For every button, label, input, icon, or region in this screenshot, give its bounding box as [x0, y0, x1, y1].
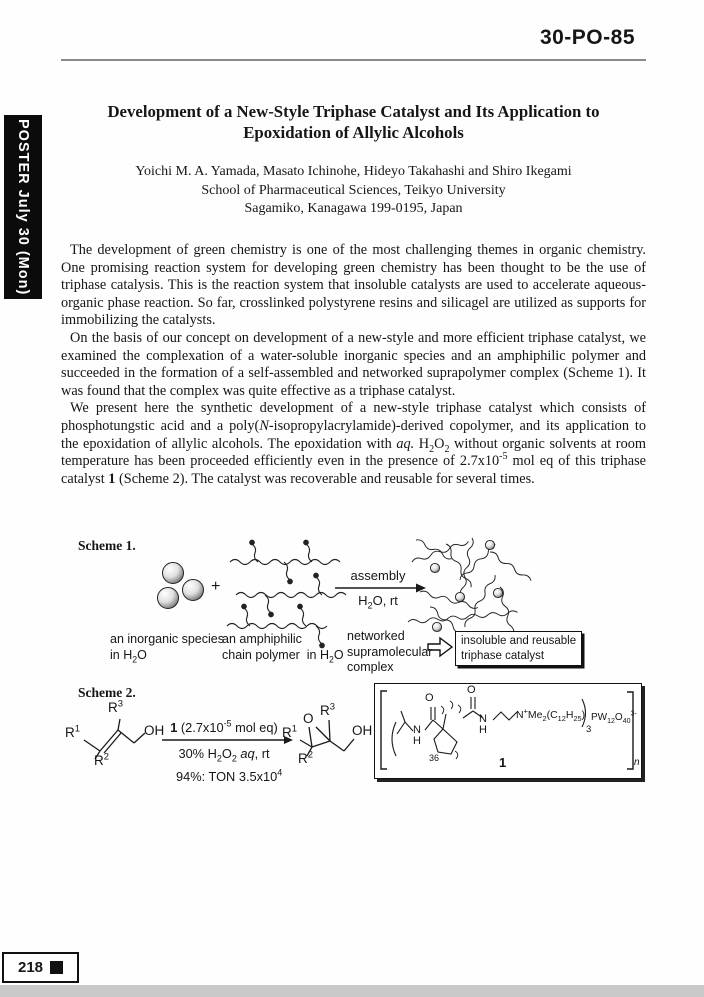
scheme-2 — [60, 683, 645, 823]
abstract-body — [61, 242, 646, 488]
page-number-square-icon — [50, 961, 63, 974]
affiliation-line-1: School of Pharmaceutical Sciences, Teikyo University — [201, 182, 506, 198]
bracket-subscript-n: n — [634, 757, 640, 768]
substrate-r3-label: $R^3$ — [108, 698, 123, 715]
amide-n2-label: N — [479, 713, 487, 725]
substrate-r2-label: $R^2$ — [94, 751, 109, 768]
author-block — [61, 163, 646, 219]
page-number: 218 — [17, 959, 44, 976]
caption-amphiphilic-polymer: an amphiphilic chain polymer in $H_2O$ — [222, 632, 344, 664]
yield-ton-label: 94%: TON $3.5x10^4$ — [176, 767, 283, 784]
product-r1-label: $R^1$ — [282, 723, 297, 740]
caption-networked-complex: networked supramolecular complex — [347, 629, 433, 674]
scheme-1-label: Scheme 1. — [78, 538, 136, 553]
poster-session-tab — [4, 115, 42, 299]
reagent-label: 1 ($2.7x10^{-5}$ mol eq) — [170, 718, 278, 735]
product-r2-label: $R^2$ — [298, 749, 313, 766]
poster-session-label: POSTER July 30 (Mon) — [15, 118, 31, 296]
assembly-conditions: $H_2O$, rt — [358, 593, 398, 611]
authors-line: Yoichi M. A. Yamada, Masato Ichinohe, Hideyo Takahashi and Shiro Ikegami — [135, 164, 572, 179]
assembly-arrow — [335, 584, 426, 593]
polyoxometalate-label: $PW_{12}O_{40}^{3-}$ — [591, 710, 637, 725]
product-o-label: O — [303, 711, 314, 726]
scan-edge-strip — [0, 985, 704, 997]
product-r3-label: $R^3$ — [320, 701, 335, 718]
scheme-2-label: Scheme 2. — [78, 685, 136, 700]
paragraph-2: On the basis of our concept on development of a new-style and more efficient triphase catalyst, we examined the complexation of a water-soluble inorganic species and an amphiphilic polymer and succeeded in the formation of a self-assembled and networked suprapolymer complex (Scheme 1). It was found that the complex was quite effective as a triphase catalyst. — [61, 329, 646, 399]
triphase-catalyst-result-box: insoluble and reusable triphase catalyst — [455, 631, 582, 666]
paren-subscript-3: 3 — [586, 724, 592, 735]
inorganic-species-spheres — [158, 563, 204, 609]
paper-title — [61, 101, 646, 143]
paragraph-1: The development of green chemistry is one of the most challenging themes in organic chemistry. One promising reaction system for developing green chemistry has been thought to be the use of triphase catalysis. This is the reaction system that insoluble catalysts are used to accelerate aqueous-organic phase reaction. So far, crosslinked polystyrene resins and silicagel are utilized as supports for immobilizing the catalysts. — [61, 242, 646, 329]
conditions-label: 30% $H_2O_2$ aq, rt — [178, 746, 270, 764]
product-oh-label: OH — [352, 723, 373, 738]
substrate-r1-label: $R^1$ — [65, 723, 80, 740]
affiliation-line-2: Sagamiko, Kanagawa 199-0195, Japan — [244, 201, 463, 216]
title-line-2: Epoxidation of Allylic Alcohols — [243, 123, 464, 142]
carbonyl-o1-label: O — [425, 692, 434, 704]
title-line-1: Development of a New-Style Triphase Catalyst and Its Application to — [107, 102, 600, 121]
amide-h2-label: H — [479, 724, 487, 736]
carbonyl-o2-label: O — [467, 684, 476, 696]
ring-subscript-36: 36 — [429, 753, 440, 763]
catalyst-structure-box — [374, 683, 642, 779]
reaction-arrow — [162, 736, 293, 744]
compound-1-label: 1 — [499, 755, 507, 770]
substrate-oh-label: OH — [144, 723, 165, 738]
paper-number: 30-PO-85 — [539, 26, 635, 49]
amide-n1-label: N — [413, 724, 421, 736]
scheme-1 — [60, 532, 645, 682]
ammonium-group-label: $N^+Me_2(C_{12}H_{25})$ — [516, 706, 586, 724]
assembly-label: assembly — [350, 568, 406, 583]
catalyst-bonds — [392, 697, 586, 759]
amide-h1-label: H — [413, 735, 421, 747]
page-number-box — [2, 952, 79, 983]
plus-sign: + — [211, 578, 221, 595]
header-rule — [61, 59, 646, 61]
paragraph-3: We present here the synthetic development of a new-style triphase catalyst which consists of phosphotungstic acid and a poly(N-isopropylacrylamide)-derived copolymer, and its application to the epoxidation of allylic alcohols. The epoxidation with aq. $H_2O_2$ without organic solvents at room temperature has been proceeded efficiently even in the presence of $2.7x10^{-5}$ mol eq of this triphase catalyst 1 (Scheme 2). The catalyst was recoverable and reusable for several times. — [61, 400, 646, 487]
caption-inorganic-species: an inorganic species in $H_2O$ — [110, 632, 224, 664]
